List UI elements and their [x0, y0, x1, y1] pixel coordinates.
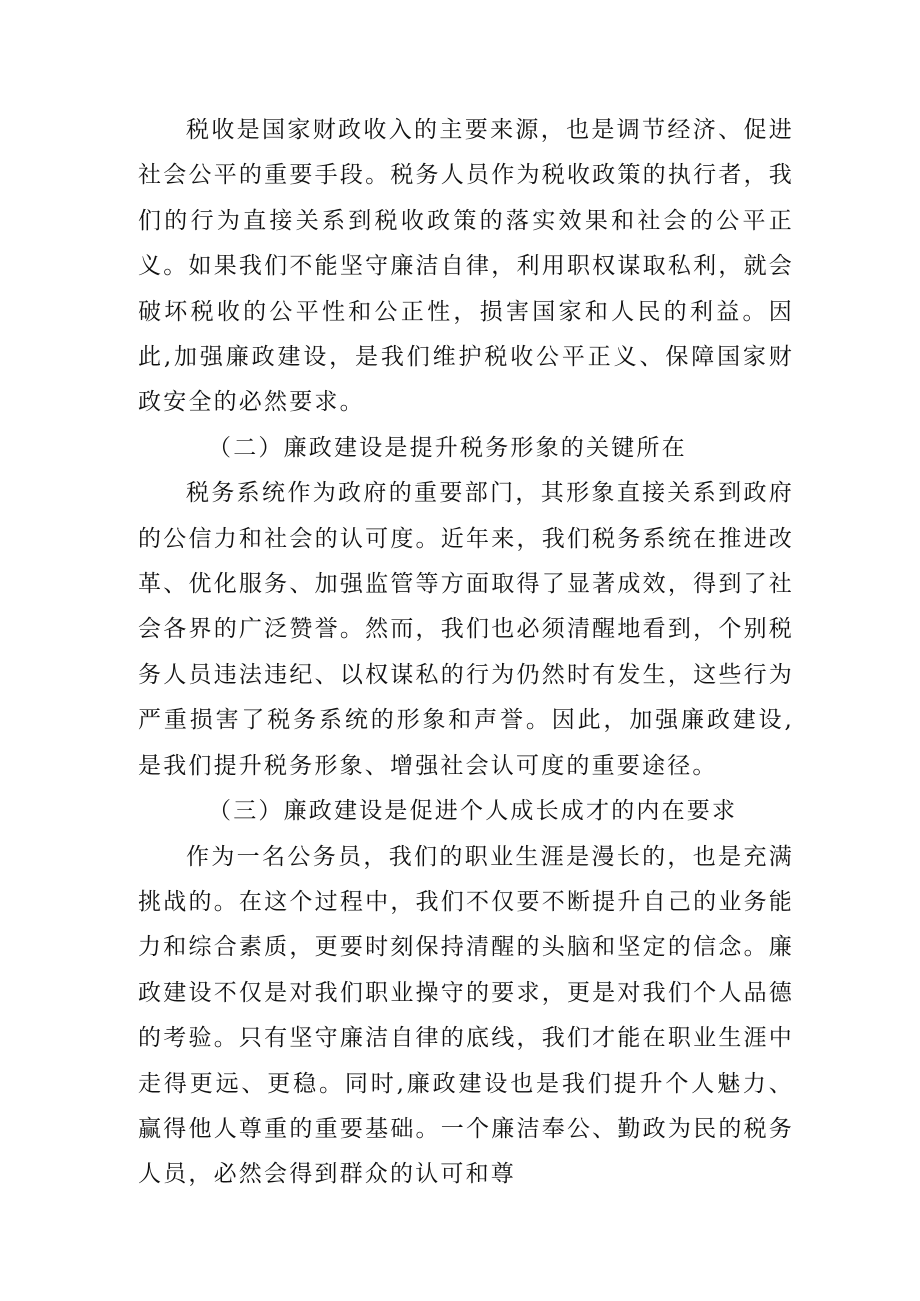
paragraph-tax-image: 税务系统作为政府的重要部门，其形象直接关系到政府的公信力和社会的认可度。近年来，我们税务系统在推进改革、优化服务、加强监管等方面取得了显著成效，得到了社会各界的广泛赞誉。然而，我们也必须清醒地看到，个别税务人员违法违纪、以权谋私的行为仍然时有发生，这些行为严重损害了税务系统的形象和声誉。因此，加强廉政建设,是我们提升税务形象、增强社会认可度的重要途径。 [138, 480, 794, 779]
paragraph-personal-growth: 作为一名公务员，我们的职业生涯是漫长的，也是充满挑战的。在这个过程中，我们不仅要不断提升自己的业务能力和综合素质，更要时刻保持清醒的头脑和坚定的信念。廉政建设不仅是对我们职业操守的要求，更是对我们个人品德的考验。只有坚守廉洁自律的底线，我们才能在职业生涯中走得更远、更稳。同时,廉政建设也是我们提升个人魅力、赢得他人尊重的重要基础。一个廉洁奉公、勤政为民的税务人员，必然会得到群众的认可和尊 [138, 843, 794, 1188]
document-body [138, 108, 794, 1198]
section-heading-2: （二）廉政建设是提升税务形象的关键所在 [208, 434, 687, 461]
paragraph-tax-fairness: 税收是国家财政收入的主要来源，也是调节经济、促进社会公平的重要手段。税务人员作为税收政策的执行者，我们的行为直接关系到税收政策的落实效果和社会的公平正义。如果我们不能坚守廉洁自律，利用职权谋取私利，就会破坏税收的公平性和公正性，损害国家和人民的利益。因此,加强廉政建设，是我们维护税收公平正义、保障国家财政安全的必然要求。 [138, 117, 794, 416]
section-heading-3: （三）廉政建设是促进个人成长成才的内在要求 [208, 798, 738, 825]
